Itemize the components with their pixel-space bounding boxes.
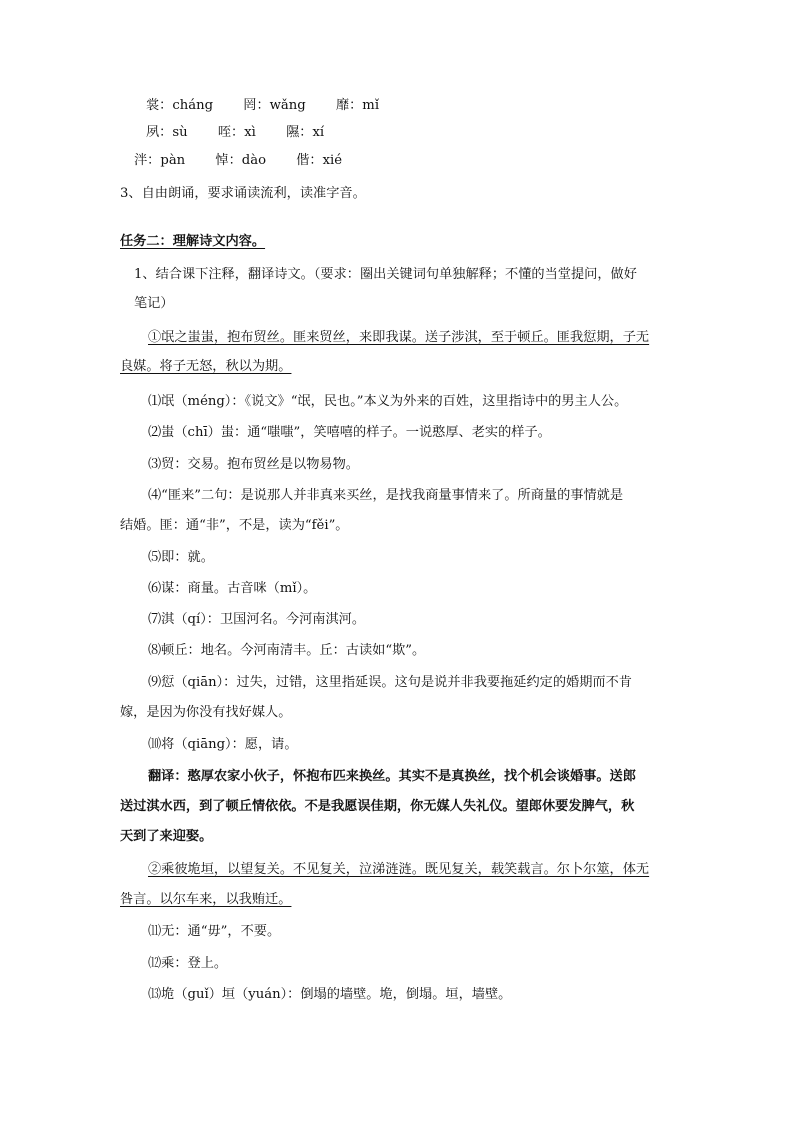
poem-stanza-1-cont: 良媒。将子无怒，秋以为期。 [120,359,292,374]
pinyin-item: 咥：xì [217,125,256,140]
pinyin-item: 罔：wǎng [243,98,306,113]
pinyin-item: 夙：sù [146,125,188,140]
pinyin-item: 偕：xié [296,153,343,168]
note-6: ⑹谋：商量。古音咪（mǐ）。 [148,581,317,596]
note-2: ⑵蚩（chī）蚩：通“嗤嗤”，笑嘻嘻的样子。一说憨厚、老实的样子。 [148,425,551,440]
instruction-1-cont: 笔记） [134,296,174,311]
note-11: ⑾无：通“毋”，不要。 [148,924,281,939]
poem-stanza-2: ②乘彼垝垣，以望复关。不见复关，泣涕涟涟。既见复关，载笑载言。尔卜尔筮，体无 [148,862,650,877]
note-7: ⑺淇（qí）：卫国河名。今河南淇河。 [148,612,366,627]
note-1: ⑴氓（méng）：《说文》“氓，民也。”本义为外来的百姓，这里指诗中的男主人公。 [148,394,628,409]
pinyin-row-2 [146,123,324,143]
note-5: ⑸即：就。 [148,550,214,565]
pinyin-item: 裳：cháng [146,98,214,113]
pinyin-item: 泮：pàn [134,153,186,168]
translation-1-end: 天到了来迎娶。 [120,829,213,844]
poem-stanza-1: ①氓之蚩蚩，抱布贸丝。匪来贸丝，来即我谋。送子涉淇，至于顿丘。匪我愆期，子无 [148,330,650,345]
note-12: ⑿乘：登上。 [148,956,228,971]
pinyin-row-1 [146,96,379,116]
note-13: ⒀垝（guǐ）垣（yuán）：倒塌的墙壁。垝，倒塌。垣，墙壁。 [148,987,512,1002]
note-4: ⑷“匪来”二句：是说那人并非真来买丝，是找我商量事情来了。所商量的事情就是 [148,488,624,503]
poem-stanza-2-cont: 咎言。以尔车来，以我贿迁。 [120,892,292,907]
translation-1-cont: 送过淇水西，到了顿丘情依依。不是我愿误佳期，你无媒人失礼仪。望郎休要发脾气，秋 [120,799,635,814]
pinyin-item: 靡：mǐ [335,98,380,113]
note-3: ⑶贸：交易。抱布贸丝是以物易物。 [148,457,359,472]
pinyin-item: 隰：xí [286,125,325,140]
step-3: 3、自由朗诵，要求诵读流利，读准字音。 [120,186,366,201]
note-8: ⑻顿丘：地名。今河南清丰。丘：古读如“欺”。 [148,643,426,658]
instruction-1: 1、结合课下注释，翻译诗文。（要求：圈出关键词句单独解释；不懂的当堂提问，做好 [134,267,637,282]
translation-1: 翻译：憨厚农家小伙子，怀抱布匹来换丝。其实不是真换丝，找个机会谈婚事。送郎 [148,769,636,784]
pinyin-row-3 [134,151,342,171]
pinyin-item: 悼：dào [215,153,267,168]
note-9-cont: 嫁，是因为你没有找好媒人。 [120,705,292,720]
note-9: ⑼愆（qiān）：过失，过错，这里指延误。这句是说并非我要拖延约定的婚期而不肯 [148,675,632,690]
note-4-cont: 结婚。匪：通“非”，不是，读为“fěi”。 [120,518,349,533]
task2-title: 任务二：理解诗文内容。 [120,234,266,249]
note-10: ⑽将（qiāng）：愿，请。 [148,737,298,752]
